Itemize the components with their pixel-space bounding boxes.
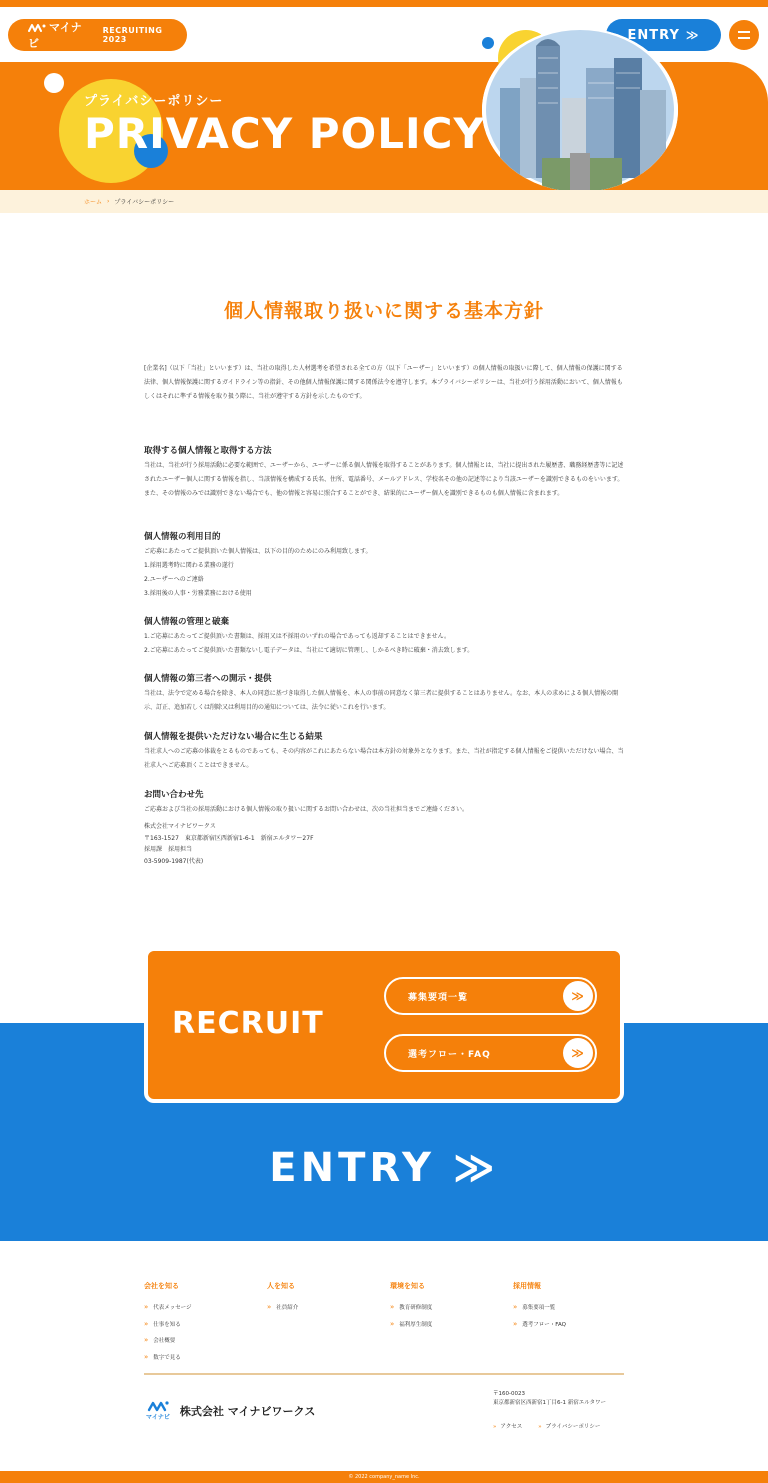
chevron-right-icon: » <box>144 1319 149 1328</box>
footer-link-label: 募集要項一覧 <box>522 1305 556 1312</box>
breadcrumb <box>0 190 768 213</box>
footer-link-label: 仕事を知る <box>153 1321 181 1328</box>
copyright-bar: © 2022 company_name Inc. <box>0 1471 768 1483</box>
chevron-right-icon: » <box>390 1303 395 1312</box>
address-line: 東京都新宿区西新宿1丁目6-1 新宿エルタワー <box>493 1400 607 1406</box>
top-accent-strip <box>0 0 768 7</box>
menu-line-icon <box>738 37 750 39</box>
footer-col-title: 人を知る <box>267 1282 295 1290</box>
footer-col-company <box>144 1281 191 1365</box>
logo-text: マイナビ <box>28 21 82 50</box>
entry-label: ENTRY <box>627 27 680 43</box>
section-heading: 個人情報の管理と破棄 <box>144 617 230 627</box>
selection-flow-button[interactable] <box>384 1034 597 1072</box>
footer-link[interactable] <box>144 1332 191 1349</box>
hero-title-en: PRIVACY POLICY <box>84 109 485 158</box>
footer-col-environment <box>390 1281 432 1332</box>
city-photo <box>482 28 678 192</box>
contact-department: 採用課 採用担当 <box>144 846 193 853</box>
footer-col-title: 会社を知る <box>144 1282 179 1290</box>
footer-link[interactable] <box>390 1299 432 1316</box>
breadcrumb-current: プライバシーポリシー <box>114 199 175 206</box>
entry-large-button[interactable]: ENTRY ≫ <box>269 1145 499 1191</box>
footer-col-people <box>267 1281 298 1316</box>
city-skyline-image <box>482 28 678 192</box>
section-text: ご応募にあたってご提供頂いた個人情報は、以下の目的のためにのみ利用致します。 <box>144 548 372 555</box>
double-chevron-right-icon: ≫ <box>685 28 700 42</box>
footer-link[interactable] <box>390 1316 432 1333</box>
section-heading: 取得する個人情報と取得する方法 <box>144 446 272 456</box>
chevron-right-icon: » <box>267 1303 272 1312</box>
list-item: 2.ご応募にあたってご提供頂いた書類ないし電子データは、当社にて適切に管理し、しかるべき時に破棄・消去致します。 <box>144 647 474 654</box>
footer-link[interactable] <box>144 1349 191 1366</box>
footer-col-title: 環境を知る <box>390 1282 425 1290</box>
list-item: 3.採用後の人事・労務業務における使用 <box>144 590 252 597</box>
footer-link-label: 代表メッセージ <box>153 1305 192 1312</box>
logo-small-text: マイナビ <box>146 1414 170 1421</box>
requirements-button[interactable] <box>384 977 597 1015</box>
selection-flow-label: 選考フロー・FAQ <box>408 1049 491 1060</box>
access-link[interactable] <box>493 1422 522 1430</box>
footer-link-label: 数字で見る <box>153 1354 181 1361</box>
footer-link[interactable] <box>267 1299 298 1316</box>
access-label: アクセス <box>500 1424 523 1430</box>
footer-sub-links <box>493 1422 600 1430</box>
chevron-right-icon: » <box>144 1336 149 1345</box>
footer-address <box>493 1390 606 1408</box>
list-item: 1.採用選考時に関わる業務の遂行 <box>144 562 234 569</box>
contact-phone: 03-5909-1987(代表) <box>144 857 204 865</box>
chevron-right-icon: › <box>107 198 110 205</box>
section-text: 当社求人へのご応募の体裁をとるものであっても、その内容がこれにあたらない場合は本方針の対象外となります。また、当社が指定する個人情報をご提供いただけない場合、当社求人へご応募頂くことはできません。 <box>144 748 624 769</box>
company-name: 株式会社 マイナビワークス <box>179 1404 316 1418</box>
privacy-link[interactable] <box>538 1422 600 1430</box>
list-item: 1.ご応募にあたってご提供頂いた書類は、採用又は不採用のいずれの場合であっても返却することはできません。 <box>144 633 451 640</box>
mynavi-logo <box>146 1400 170 1421</box>
section-contact <box>144 788 624 867</box>
breadcrumb-home-link[interactable]: ホーム <box>84 199 103 206</box>
hamburger-menu-button[interactable] <box>729 20 759 50</box>
section-purpose <box>144 530 624 601</box>
chevron-right-icon: » <box>538 1424 542 1430</box>
footer-link-label: 社員紹介 <box>276 1305 299 1312</box>
privacy-label: プライバシーポリシー <box>545 1424 601 1430</box>
logo-subtitle: RECRUITING 2023 <box>102 26 163 44</box>
address-zip: 〒160-0023 <box>493 1391 525 1397</box>
hero-title-jp: プライバシーポリシー <box>84 94 224 109</box>
section-heading: 個人情報を提供いただけない場合に生じる結果 <box>144 732 323 742</box>
footer-col-title: 採用情報 <box>513 1282 541 1290</box>
requirements-label: 募集要項一覧 <box>408 992 469 1003</box>
footer-col-recruit <box>513 1281 566 1332</box>
mynavi-mark-icon <box>147 1400 169 1412</box>
footer-link[interactable] <box>144 1316 191 1333</box>
chevron-right-icon: » <box>513 1303 518 1312</box>
section-text: 当社は、法令で定める場合を除き、本人の同意に基づき取得した個人情報を、本人の事前の同意なく第三者に提供することはありません。なお、本人の求めによる個人情報の開示、訂正、追加若しくは削除又は利用目的の通知については、法令に従いこれを行います。 <box>144 690 619 711</box>
footer-link[interactable] <box>513 1316 566 1333</box>
double-chevron-right-icon: ≫ <box>563 981 593 1011</box>
double-chevron-right-icon: ≫ <box>563 1038 593 1068</box>
chevron-right-icon: » <box>144 1352 149 1361</box>
section-consequence <box>144 730 624 773</box>
section-third-party <box>144 672 624 715</box>
section-heading: 個人情報の利用目的 <box>144 532 221 542</box>
footer-divider <box>144 1373 624 1375</box>
section-management <box>144 615 624 658</box>
chevron-right-icon: » <box>390 1319 395 1328</box>
section-heading: お問い合わせ先 <box>144 790 204 800</box>
chevron-right-icon: » <box>513 1319 518 1328</box>
chevron-right-icon: » <box>493 1424 497 1430</box>
section-acquisition <box>144 444 624 501</box>
section-text: ご応募および当社の採用活動における個人情報の取り扱いに関するお問い合わせは、次の当社担当までご連絡ください。 <box>144 806 469 813</box>
site-logo[interactable] <box>8 19 187 51</box>
recruit-heading: RECRUIT <box>172 1006 324 1041</box>
footer-link-label: 会社概要 <box>153 1338 176 1345</box>
contact-company: 株式会社マイナビワークス <box>144 823 216 830</box>
list-item: 2.ユーザーへのご連絡 <box>144 576 204 583</box>
menu-line-icon <box>738 31 750 33</box>
contact-address: 〒163-1527 東京都新宿区西新宿1-6-1 新宿エルタワー27F <box>144 834 314 842</box>
mynavi-mark-icon <box>28 23 46 33</box>
contact-info <box>144 821 624 867</box>
footer-link[interactable] <box>513 1299 566 1316</box>
footer-link[interactable] <box>144 1299 191 1316</box>
footer-link-label: 選考フロー・FAQ <box>522 1321 566 1328</box>
page-title: 個人情報取り扱いに関する基本方針 <box>223 300 544 322</box>
photo-decor-blue <box>482 37 494 49</box>
intro-text: [企業名]（以下「当社」といいます）は、当社の取得した人材選考を希望される全ての方（以下「ユーザー」といいます）の個人情報の取扱いに際して、個人情報の保護に関する法律、個人情報保護に関するガイドライン等の指針、その他個人情報保護に関する関係法令を遵守します。本プライバシーポリシーは、当社が行う採用活動において、個人情報もしくはそれに準ずる情報を取り扱う際に、当社が遵守する方針を示したものです。 <box>144 365 623 400</box>
section-text: 当社は、当社が行う採用活動に必要な範囲で、ユーザーから、ユーザーに係る個人情報を取得することがあります。個人情報とは、当社に提出された履歴書、職務経歴書等に記述されたユーザー個人に関する情報を指し、当該情報を構成する氏名、住所、電話番号、メールアドレス、学校名その他の記述等により当該ユーザーを識別できるものをいいます。また、その情報のみでは識別できない場合でも、他の情報と容易に照合することができ、結果的にユーザー個人を識別できるものも個人情報に含まれます。 <box>144 462 624 497</box>
mynavi-logo <box>28 19 91 51</box>
footer-company-logo[interactable] <box>146 1400 315 1421</box>
footer-link-label: 教育研修制度 <box>399 1305 433 1312</box>
section-heading: 個人情報の第三者への開示・提供 <box>144 674 272 684</box>
chevron-right-icon: » <box>144 1303 149 1312</box>
footer-link-label: 福利厚生制度 <box>399 1321 433 1328</box>
decor-circle-white <box>44 73 64 93</box>
